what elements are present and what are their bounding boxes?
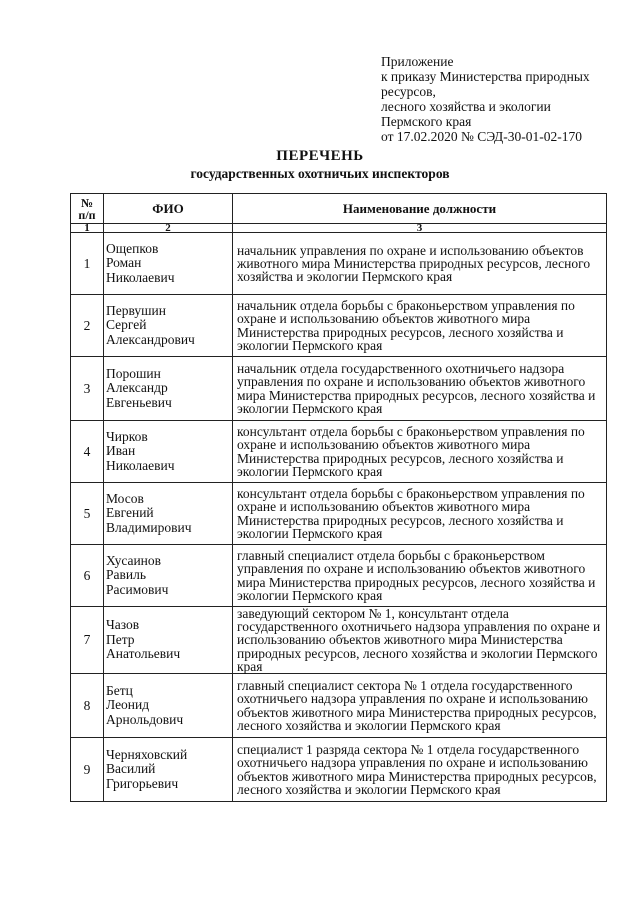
position-title: начальник управления по охране и использованию объектов животного мира Министерства природных ресурсов, лесного хозяйства и экологии Пермского края [233,233,607,295]
row-number: 4 [71,421,104,483]
name-part: Хусаинов [106,552,162,568]
row-number: 8 [71,674,104,738]
row-number: 5 [71,483,104,545]
approval-line: лесного хозяйства и экологии [381,99,551,114]
table-row [71,295,607,357]
name-part: Равиль [106,567,146,583]
name-part: Арнольдович [106,711,184,727]
table-row [71,483,607,545]
name-part: Черняховский [106,746,188,762]
table-row [71,357,607,421]
inspector-name [104,233,233,295]
column-index-row [71,224,607,233]
approval-line: от 17.02.2020 № СЭД-30-01-02-170 [381,129,582,144]
header-number-line: № [80,195,94,210]
name-part: Григорьевич [106,775,179,791]
table-row [71,738,607,802]
name-part: Евгений [106,505,154,521]
approval-line: к приказу Министерства природных [381,69,590,84]
row-number: 2 [71,295,104,357]
name-part: Чирков [106,428,148,444]
name-part: Николаевич [106,457,175,473]
header-fio: ФИО [104,194,233,224]
approval-line: ресурсов, [381,84,436,99]
position-title: консультант отдела борьбы с браконьерством управления по охране и использованию объектов животного мира Министерства природных ресурсов, лесного хозяйства и экологии Пермского края [233,483,607,545]
position-title: специалист 1 разряда сектора № 1 отдела государственного охотничьего надзора управления по охране и использованию объектов животного мира Министерства природных ресурсов, лесного хозяйства и экологии Пермского края [233,738,607,802]
name-part: Расимович [106,581,169,597]
document-title: ПЕРЕЧЕНЬ [276,148,364,164]
position-title: начальник отдела борьбы с браконьерством управления по охране и использованию объектов животного мира Министерства природных ресурсов, лесного хозяйства и экологии Пермского края [233,295,607,357]
approval-line: Приложение [381,54,454,69]
name-part: Леонид [106,697,150,713]
approval-line: Пермского края [381,114,472,129]
name-part: Порошин [106,365,161,381]
inspector-name [104,483,233,545]
table-row [71,421,607,483]
table-row [71,607,607,674]
inspector-name [104,607,233,674]
table-body [71,233,607,802]
header-number [71,194,104,224]
document-subtitle: государственных охотничьих инспекторов [190,166,450,181]
name-part: Первушин [106,302,166,318]
row-number: 3 [71,357,104,421]
name-part: Чазов [106,617,140,633]
position-title: консультант отдела борьбы с браконьерством управления по охране и использованию объектов животного мира Министерства природных ресурсов, лесного хозяйства и экологии Пермского края [233,421,607,483]
name-part: Петр [106,631,135,647]
table-row [71,674,607,738]
header-position: Наименование должности [233,194,607,224]
column-index: 1 [71,224,104,233]
column-index: 2 [104,224,233,233]
approval-block [381,54,631,144]
inspector-name [104,421,233,483]
name-part: Василий [106,761,156,777]
name-part: Александр [106,380,168,396]
name-part: Николаевич [106,269,175,285]
name-part: Роман [106,255,142,271]
row-number: 6 [71,545,104,607]
row-number: 7 [71,607,104,674]
name-part: Мосов [106,490,144,506]
table-row [71,545,607,607]
table-row [71,233,607,295]
name-part: Александрович [106,331,195,347]
position-title: начальник отдела государственного охотничьего надзора управления по охране и использованию объектов животного мира Министерства природных ресурсов, лесного хозяйства и экологии Пермского края [233,357,607,421]
name-part: Сергей [106,317,147,333]
inspector-name [104,295,233,357]
name-part: Евгеньевич [106,394,172,410]
row-number: 1 [71,233,104,295]
inspectors-table [70,193,607,802]
position-title: главный специалист отдела борьбы с браконьерством управления по охране и использованию объектов животного мира Министерства природных ресурсов, лесного хозяйства и экологии Пермского края [233,545,607,607]
inspector-name [104,545,233,607]
inspector-name [104,674,233,738]
inspector-name [104,738,233,802]
name-part: Ощепков [106,240,159,256]
column-index: 3 [233,224,607,233]
row-number: 9 [71,738,104,802]
table-header-row [71,194,607,224]
inspector-name [104,357,233,421]
position-title: заведующий сектором № 1, консультант отдела государственного охотничьего надзора управления по охране и использованию объектов животного мира Министерства природных ресурсов, лесного хозяйства и экологии Пермского края [233,607,607,674]
name-part: Бетц [106,682,133,698]
name-part: Владимирович [106,519,192,535]
name-part: Иван [106,443,136,459]
header-number-line: п/п [78,207,96,222]
name-part: Анатольевич [106,646,181,662]
position-title: главный специалист сектора № 1 отдела государственного охотничьего надзора управления по охране и использованию объектов животного мира Министерства природных ресурсов, лесного хозяйства и экологии Пермского края [233,674,607,738]
